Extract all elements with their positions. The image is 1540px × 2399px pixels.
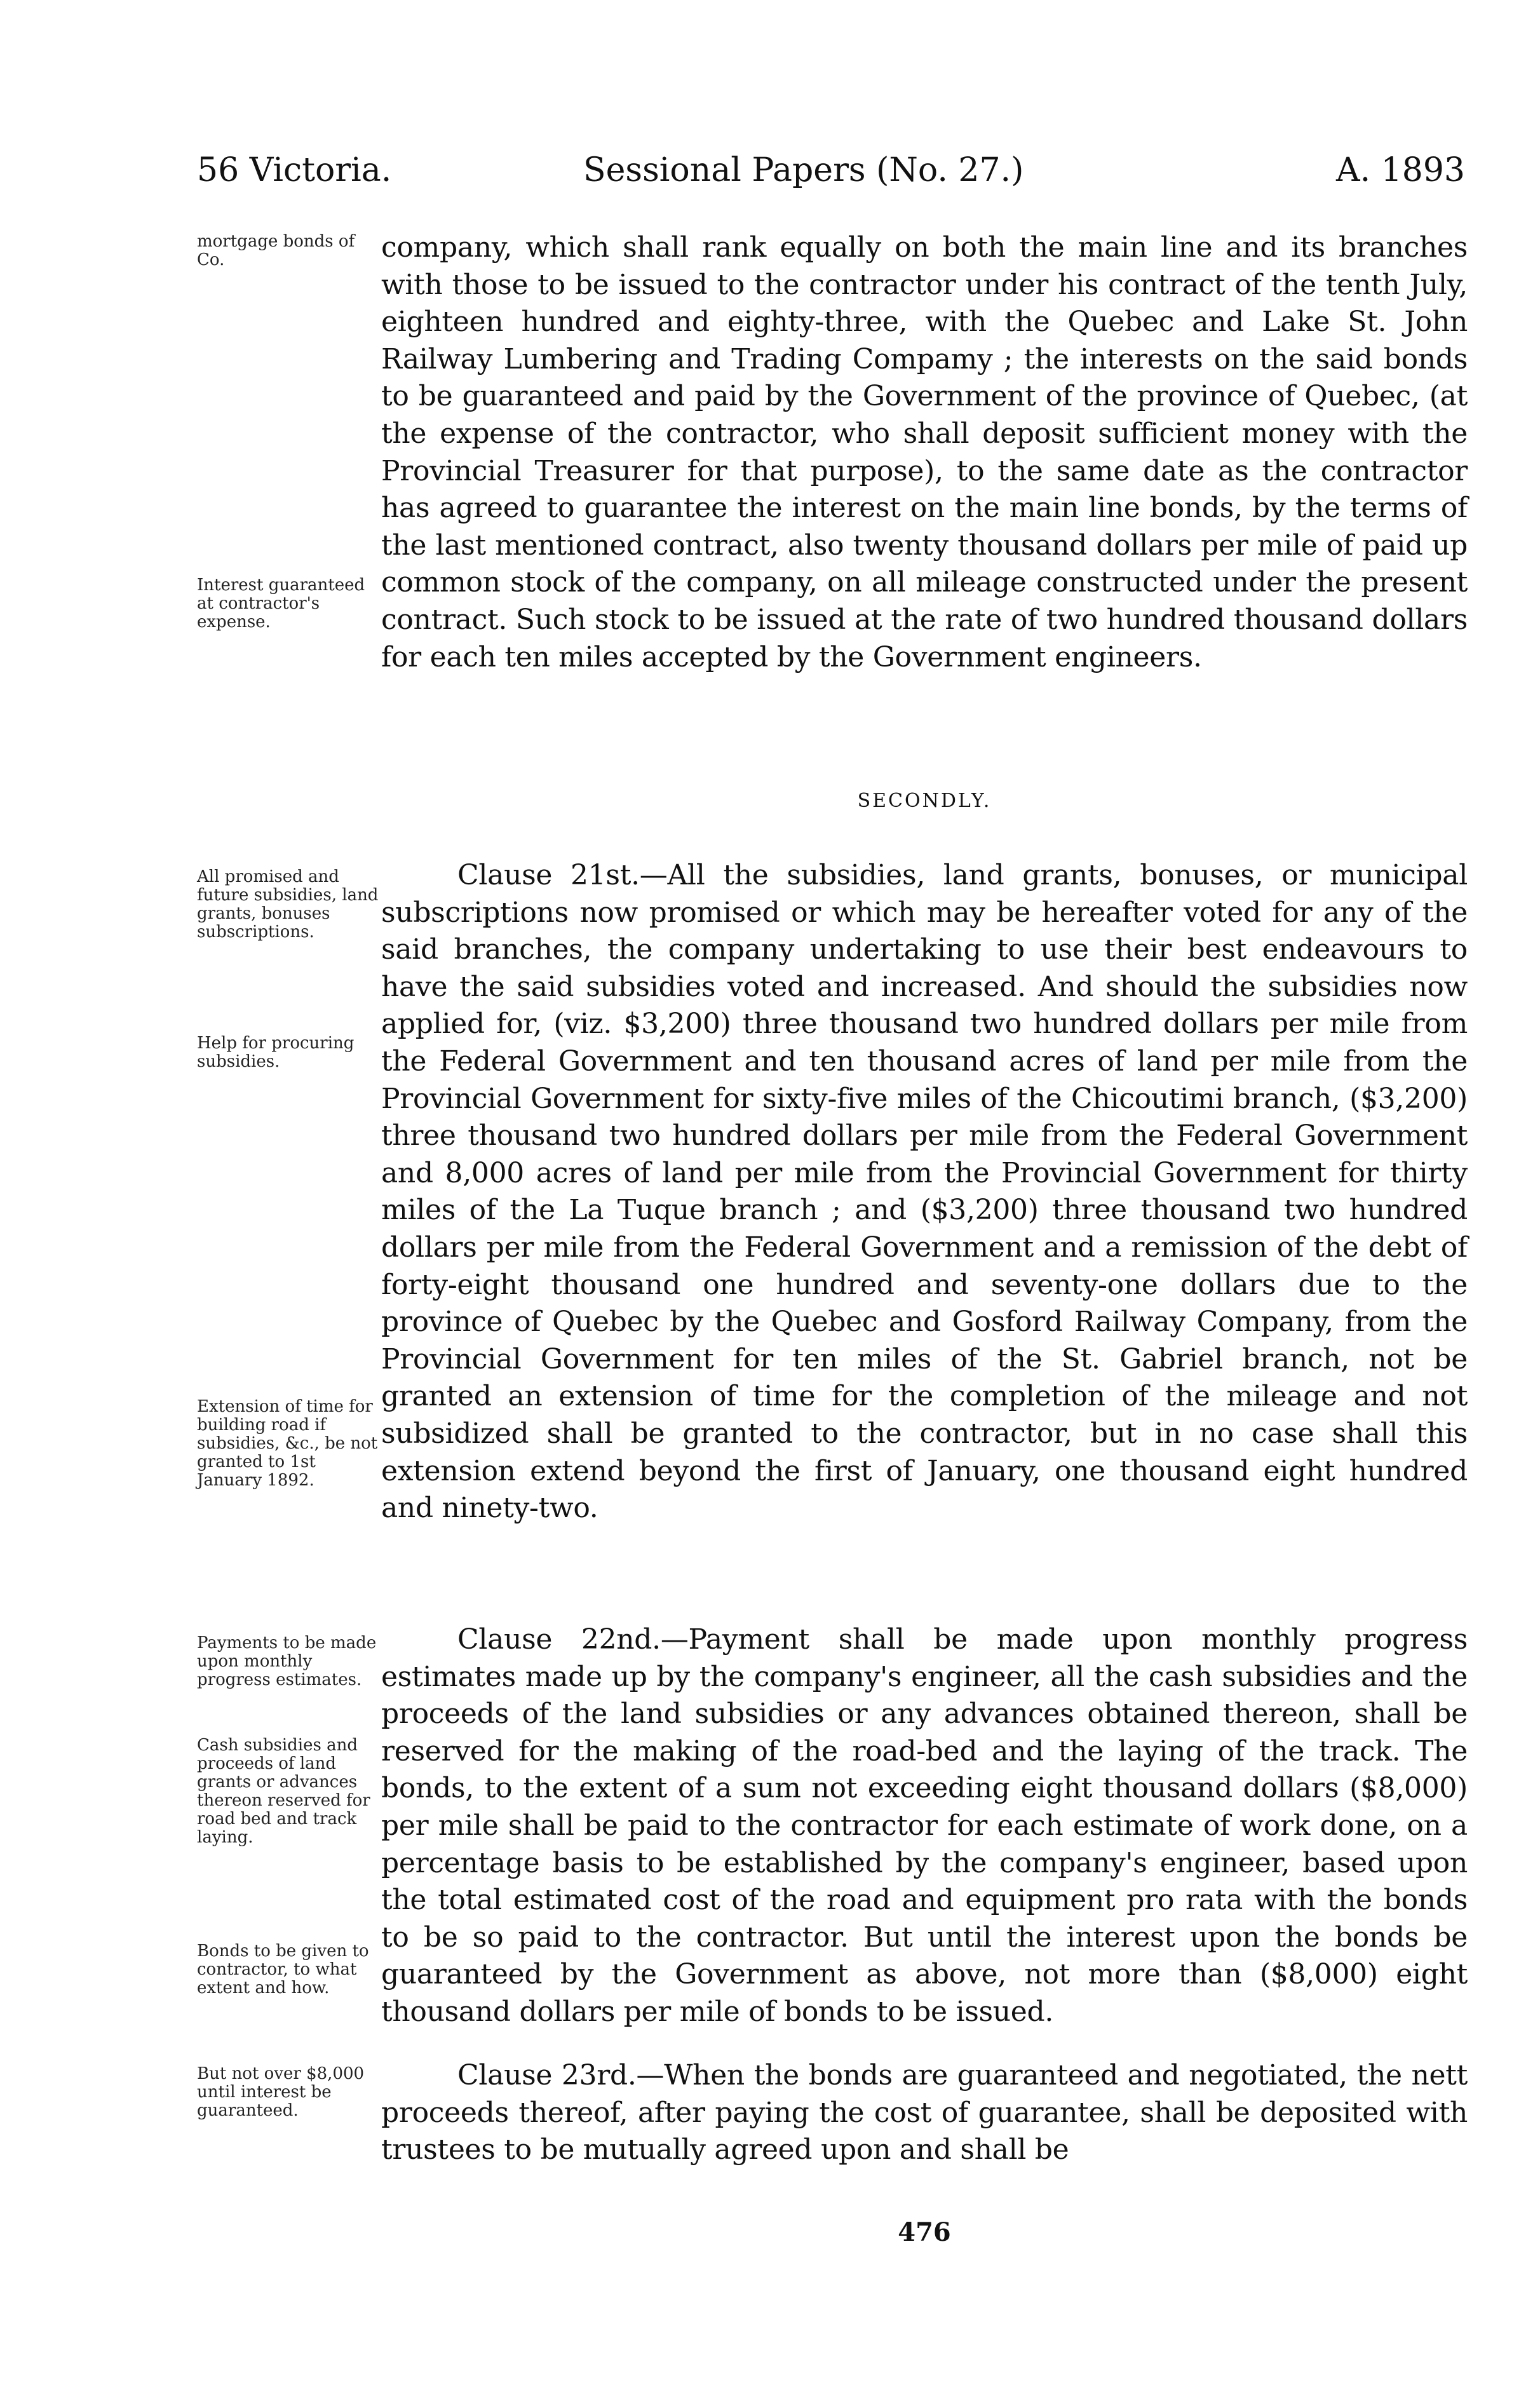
margin-note: All promised and future subsidies, land grants, bonuses subscriptions. — [197, 867, 379, 942]
header-year: A. 1893 — [1336, 151, 1465, 189]
clause-22: Clause 22nd.—Payment shall be made upon monthly progress estimates made up by the company's engineer, all the cash subsidies and the proceeds of the land subsidies or any advances obtained thereon, shall be reserved for the making of the road-bed and the laying of the track. The bonds, to the extent of a sum not exceeding eight thousand dollars ($8,000) per mile shall be paid to the contractor for each estimate of work done, on a percentage basis to be established by the company's engineer, based upon the total estimated cost of the road and equipment pro rata with the bonds to be so paid to the contractor. But until the interest upon the bonds be guaranteed by the Government as above, not more than ($8,000) eight thousand dollars per mile of bonds to be issued. — [381, 1623, 1468, 2028]
clause-23: Clause 23rd.—When the bonds are guaranteed and negotiated, the nett proceeds thereof, after paying the cost of guarantee, shall be deposited with trustees to be mutually agreed upon and shall be — [381, 2059, 1468, 2166]
margin-note: Extension of time for building road if subsidies, &c., be not granted to 1st January 1892. — [197, 1397, 378, 1490]
margin-note: Bonds to be given to contractor, to what extent and how. — [197, 1942, 369, 1997]
margin-note: Cash subsidies and proceeds of land grants or advances thereon reserved for road bed and track laying. — [197, 1736, 370, 1847]
margin-note: But not over $8,000 until interest be guaranteed. — [197, 2064, 365, 2120]
margin-note: Interest guaranteed at contractor's expense. — [197, 576, 365, 632]
page-number: 476 — [898, 2217, 951, 2247]
section-heading: SECONDLY. — [857, 790, 992, 812]
clause-21: Clause 21st.—All the subsidies, land grants, bonuses, or municipal subscriptions now promised or which may be hereafter voted for any of the said branches, the company undertaking to use their best endeavours to have the said subsidies voted and increased. And should the subsidies now applied for, (viz. $3,200) three thousand two hundred dollars per mile from the Federal Government and ten thousand acres of land per mile from the Provincial Government for sixty-five miles of the Chicoutimi branch, ($3,200) three thousand two hundred dollars per mile from the Federal Government and 8,000 acres of land per mile from the Provincial Government for thirty miles of the La Tuque branch ; and ($3,200) three thousand two hundred dollars per mile from the Federal Government and a remission of the debt of forty-eight thousand one hundred and seventy-one dollars due to the province of Quebec by the Quebec and Gosford Railway Company, from the Provincial Government for ten miles of the St. Gabriel branch, not be granted an extension of time for the completion of the mileage and not subsidized shall be granted to the contractor, but in no case shall this extension extend beyond the first of January, one thousand eight hundred and ninety-two. — [381, 859, 1468, 1525]
margin-note: mortgage bonds of Co. — [197, 232, 355, 269]
contract-paragraph: company, which shall rank equally on both the main line and its branches with those to be issued to the contractor under his contract of the tenth July, eighteen hundred and eighty-three, with the Quebec and Lake St. John Railway Lumbering and Trading Compamy ; the interests on the said bonds to be guaranteed and paid by the Government of the province of Quebec, (at the expense of the contractor, who shall deposit sufficient money with the Provincial Treasurer for that purpose), to the same date as the contractor has agreed to guarantee the interest on the main line bonds, by the terms of the last mentioned contract, also twenty thousand dollars per mile of paid up common stock of the company, on all mileage constructed under the present contract. Such stock to be issued at the rate of two hundred thousand dollars for each ten miles accepted by the Government engineers. — [381, 231, 1468, 673]
margin-note: Payments to be made upon monthly progress estimates. — [197, 1633, 377, 1689]
header-publication: Sessional Papers (No. 27.) — [583, 151, 1024, 189]
running-header — [197, 145, 1465, 196]
header-session: 56 Victoria. — [197, 151, 392, 189]
margin-note: Help for procuring subsidies. — [197, 1034, 355, 1071]
